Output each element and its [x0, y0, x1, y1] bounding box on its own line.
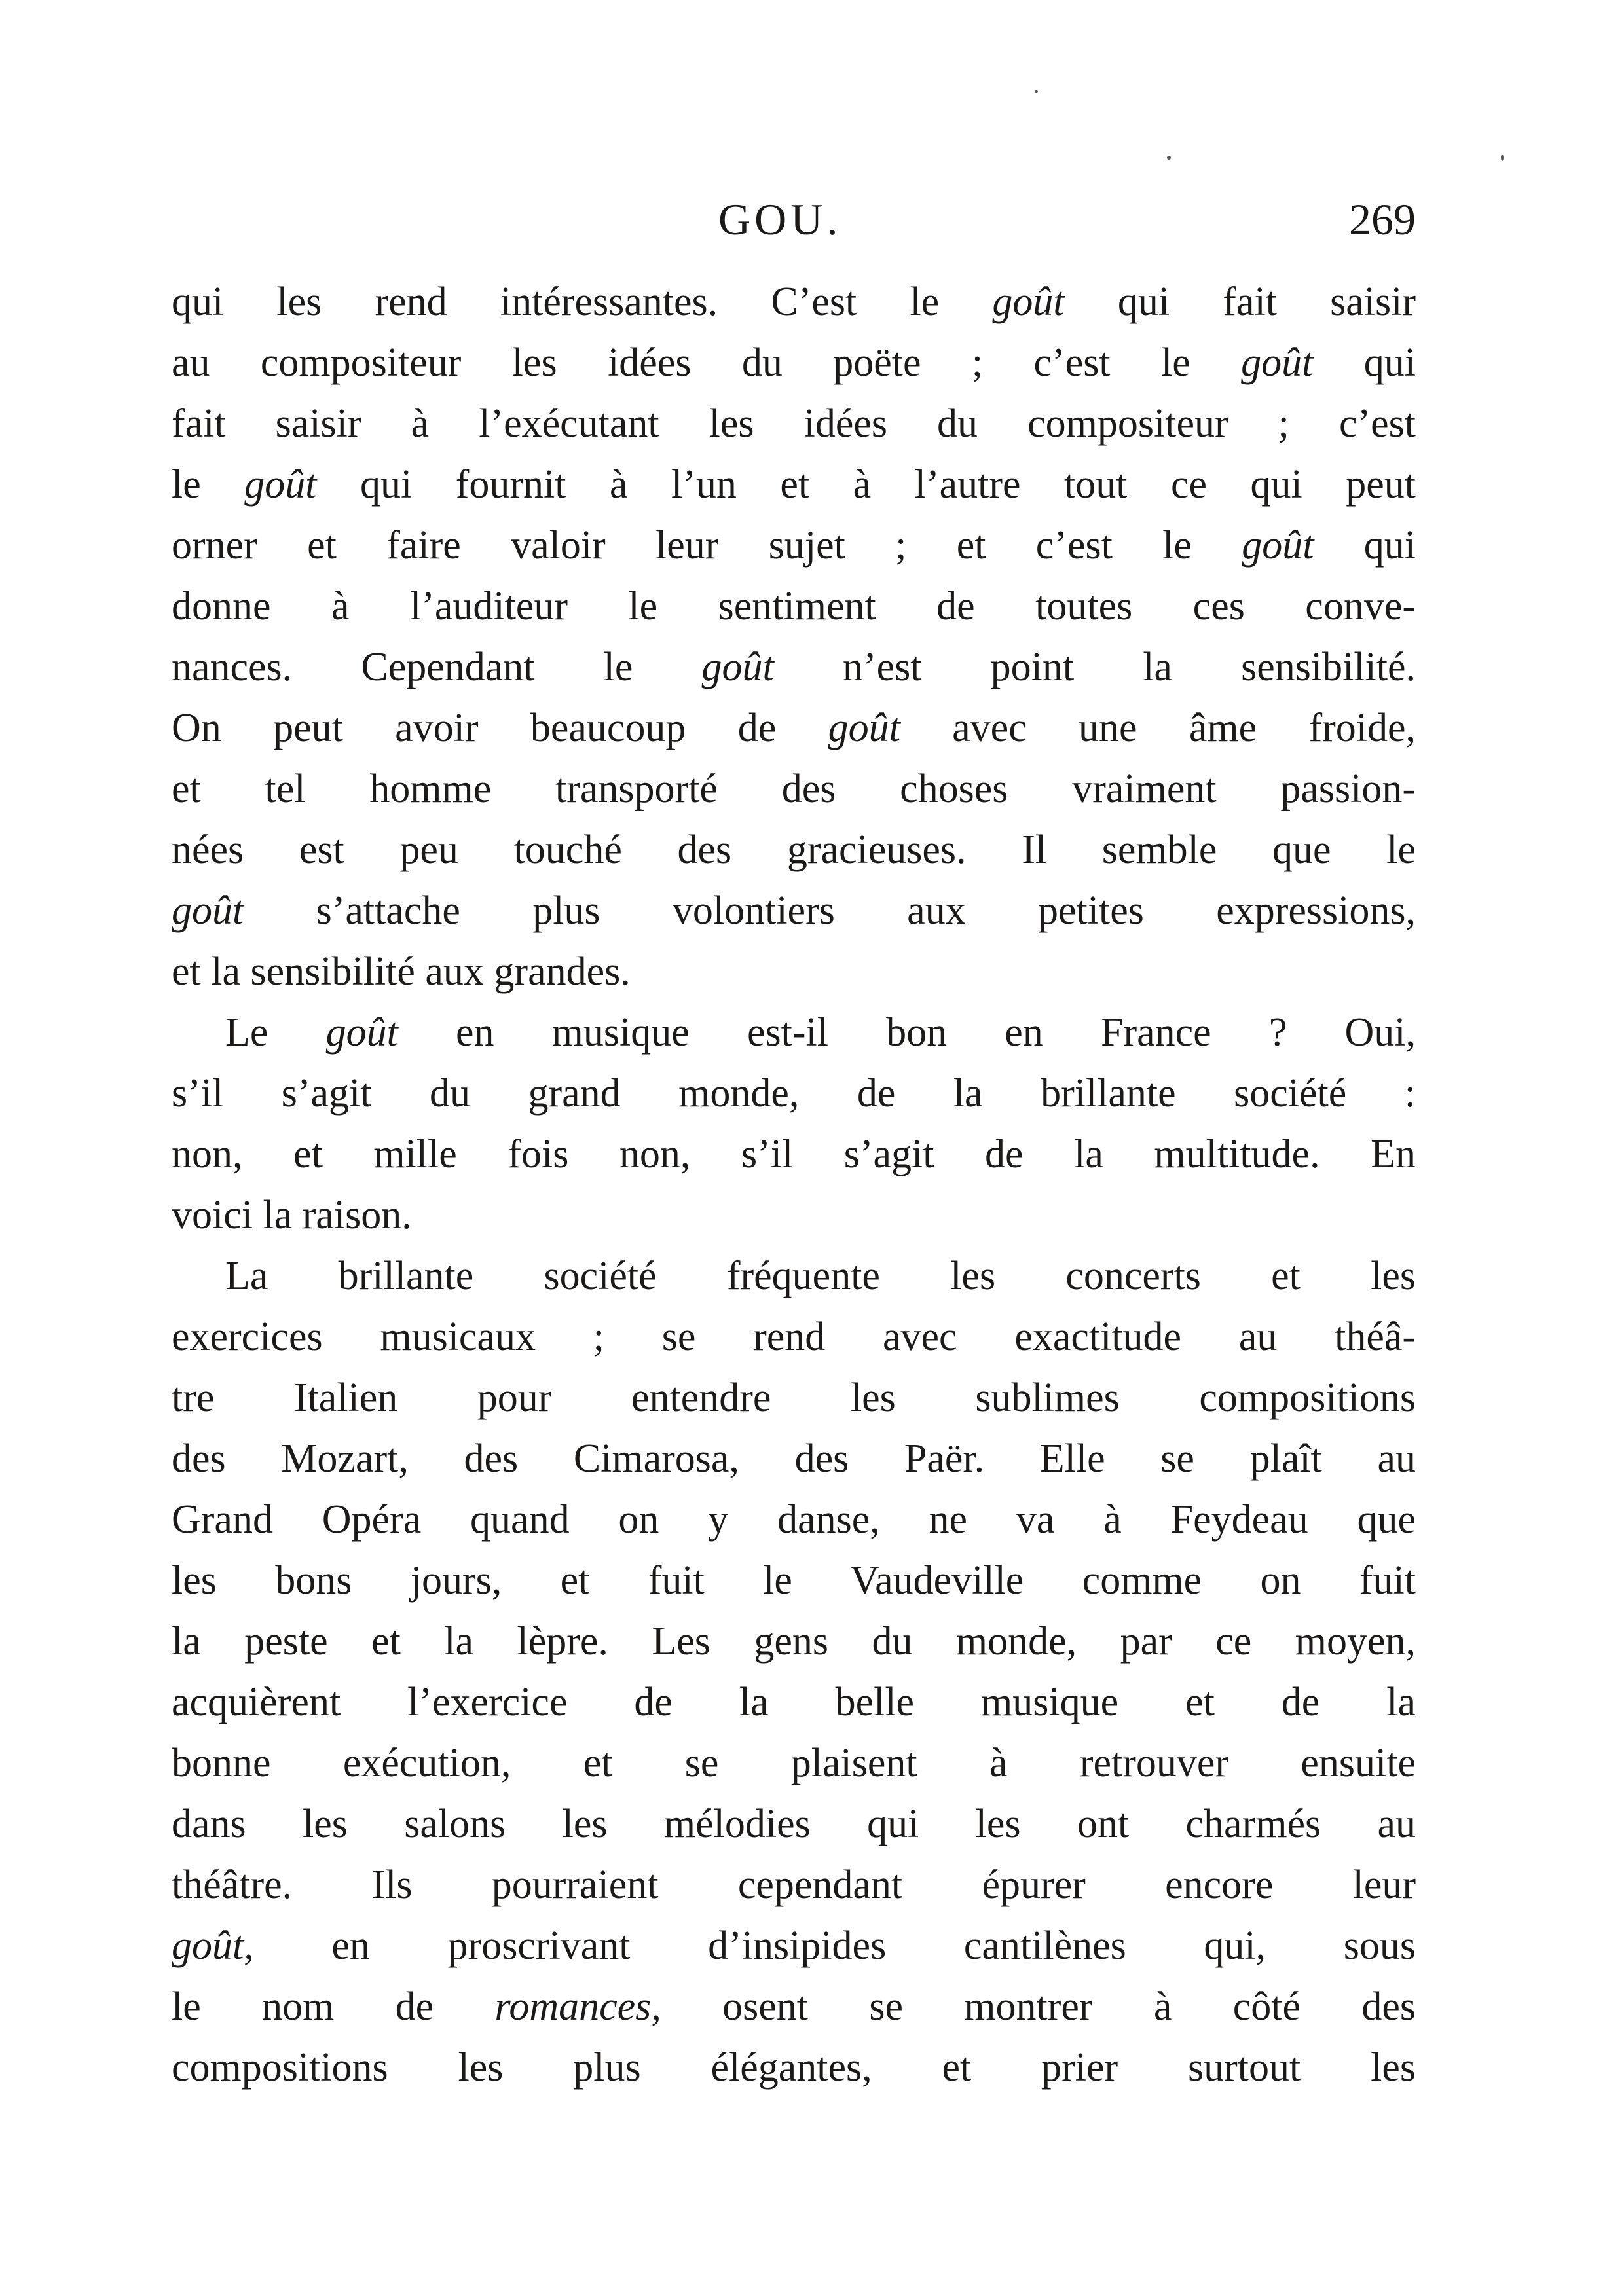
print-speck — [1035, 90, 1038, 93]
text-run: La brillante société fréquente les concerts et les — [225, 1254, 1416, 1298]
text-run: acquièrent l’exercice de la belle musique et de la — [172, 1680, 1416, 1724]
text-line — [172, 1368, 1416, 1429]
italic-word: goût — [828, 706, 900, 750]
text-line — [172, 1429, 1416, 1489]
print-speck — [1501, 155, 1504, 161]
text-run: nances. Cependant le — [172, 645, 702, 689]
text-run: au compositeur les idées du poëte ; c’est le — [172, 340, 1242, 385]
text-line — [172, 1550, 1416, 1611]
print-speck — [1167, 156, 1171, 160]
text-line — [172, 1794, 1416, 1855]
text-line — [172, 1855, 1416, 1916]
running-head-title: GOU. — [718, 194, 842, 244]
text-run: le — [172, 462, 245, 507]
text-line — [172, 1672, 1416, 1733]
text-line — [172, 820, 1416, 881]
text-line — [172, 1185, 1416, 1246]
text-line — [172, 515, 1416, 576]
body-text — [172, 272, 1416, 2098]
text-run: voici la raison. — [172, 1193, 412, 1237]
text-run: donne à l’auditeur le sentiment de toutes ces conve- — [172, 584, 1416, 629]
text-line — [172, 393, 1416, 454]
text-line — [172, 1307, 1416, 1368]
text-run: , osent se montrer à côté des — [651, 1984, 1416, 2029]
text-line — [172, 333, 1416, 393]
running-head — [172, 190, 1416, 249]
text-run: qui fournit à l’un et à l’autre tout ce qui peut — [316, 462, 1416, 507]
text-line — [172, 698, 1416, 759]
text-line — [172, 1977, 1416, 2037]
text-line — [172, 1063, 1416, 1124]
text-run: qui les rend intéressantes. C’est le — [172, 280, 993, 324]
text-run: et tel homme transporté des choses vraiment passion- — [172, 767, 1416, 811]
text-line — [172, 881, 1416, 941]
italic-word: goût — [244, 462, 317, 507]
text-run: nées est peu touché des gracieuses. Il semble que le — [172, 828, 1416, 872]
text-run: exercices musicaux ; se rend avec exactitude au théâ- — [172, 1315, 1416, 1359]
text-run: s’il s’agit du grand monde, de la brillante société : — [172, 1071, 1416, 1116]
text-run: orner et faire valoir leur sujet ; et c’est le — [172, 523, 1242, 568]
text-run: fait saisir à l’exécutant les idées du compositeur ; c’est — [172, 401, 1416, 446]
italic-word: goût — [1242, 523, 1314, 568]
text-run: Grand Opéra quand on y danse, ne va à Feydeau que — [172, 1497, 1416, 1542]
text-line — [172, 1124, 1416, 1185]
text-line — [172, 576, 1416, 637]
text-line — [172, 941, 1416, 1002]
italic-word: goût — [992, 280, 1065, 324]
text-run: On peut avoir beaucoup de — [172, 706, 828, 750]
text-run: les bons jours, et fuit le Vaudeville comme on fuit — [172, 1558, 1416, 1603]
text-run: dans les salons les mélodies qui les ont charmés au — [172, 1802, 1416, 1846]
text-run: des Mozart, des Cimarosa, des Paër. Elle se plaît au — [172, 1436, 1416, 1481]
text-run: en proscrivant d’insipides cantilènes qui, sous — [253, 1923, 1416, 1968]
text-run: en musique est-il bon en France ? Oui, — [397, 1010, 1416, 1055]
text-run: et la sensibilité aux grandes. — [172, 949, 631, 994]
text-line — [172, 1611, 1416, 1672]
text-line — [172, 759, 1416, 820]
text-run: non, et mille fois non, s’il s’agit de la multitude. En — [172, 1132, 1416, 1176]
text-line — [172, 272, 1416, 333]
text-line — [172, 454, 1416, 515]
text-run: qui — [1314, 523, 1416, 568]
text-run: tre Italien pour entendre les sublimes compositions — [172, 1376, 1416, 1420]
text-run: la peste et la lèpre. Les gens du monde, par ce moyen, — [172, 1619, 1416, 1664]
italic-word: romances — [494, 1984, 652, 2029]
text-line — [172, 1246, 1416, 1307]
italic-word: goût — [325, 1010, 398, 1055]
text-line — [172, 1916, 1416, 1977]
text-run: qui — [1313, 340, 1416, 385]
text-run: compositions les plus élégantes, et prier surtout les — [172, 2045, 1416, 2090]
text-run: avec une âme froide, — [900, 706, 1416, 750]
text-line — [172, 637, 1416, 698]
text-run: théâtre. Ils pourraient cependant épurer encore leur — [172, 1863, 1416, 1907]
text-run: qui fait saisir — [1064, 280, 1416, 324]
italic-word: goût, — [172, 1923, 254, 1968]
text-line — [172, 1733, 1416, 1794]
text-run: bonne exécution, et se plaisent à retrouver ensuite — [172, 1741, 1416, 1785]
text-run: le nom de — [172, 1984, 495, 2029]
text-line — [172, 2037, 1416, 2098]
text-run: n’est point la sensibilité. — [773, 645, 1416, 689]
text-run: s’attache plus volontiers aux petites expressions, — [244, 888, 1416, 933]
text-line — [172, 1002, 1416, 1063]
page-number: 269 — [1349, 194, 1416, 244]
text-line — [172, 1489, 1416, 1550]
italic-word: goût — [172, 888, 244, 933]
text-run: Le — [225, 1010, 326, 1055]
italic-word: goût — [1241, 340, 1314, 385]
italic-word: goût — [701, 645, 774, 689]
